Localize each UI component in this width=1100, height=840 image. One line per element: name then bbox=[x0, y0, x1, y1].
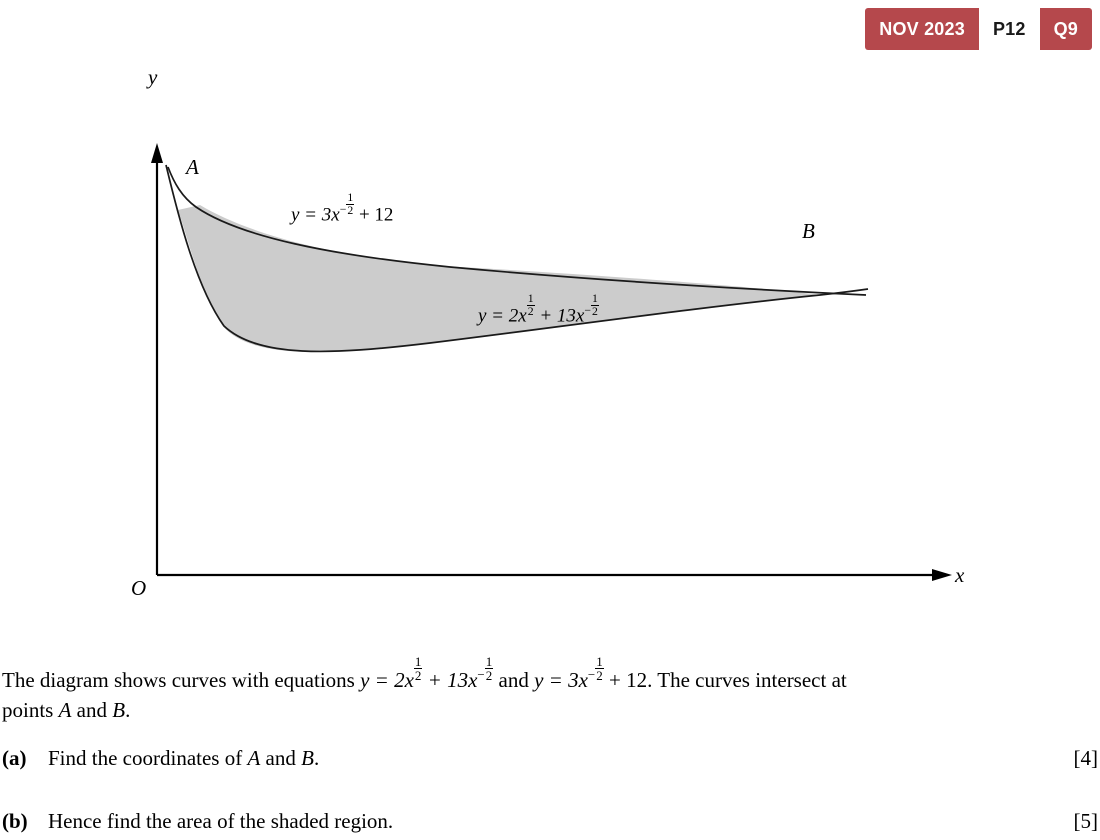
part-b-text-pre: Hence find the area of the shaded region. bbox=[48, 809, 394, 833]
badge-paper: P12 bbox=[979, 8, 1040, 50]
intro-line2-end: . bbox=[125, 697, 131, 722]
origin-label: O bbox=[131, 576, 147, 600]
curve-upper-exp-num: 1 bbox=[347, 191, 354, 204]
intro-line2-and: and bbox=[71, 697, 113, 722]
curve-lower-eq-exp2-sign: − bbox=[584, 303, 591, 317]
intro-eq1-lhs: y = 2x bbox=[360, 668, 414, 693]
intro-line2-point-a: A bbox=[58, 697, 72, 722]
intro-eq1-den: 2 bbox=[414, 668, 422, 684]
part-b-body bbox=[48, 809, 1074, 834]
curve-lower-exp1-num: 1 bbox=[527, 292, 534, 305]
curve-lower-eq-exp2 bbox=[591, 293, 599, 318]
curve-lower-eq-lhs: y = 2x bbox=[478, 305, 527, 327]
diagram-figure bbox=[0, 55, 1100, 625]
point-a-label: A bbox=[186, 155, 199, 179]
shaded-region bbox=[178, 202, 820, 352]
intro-eq1-den2: 2 bbox=[485, 668, 493, 684]
curve-lower-exp2-num: 1 bbox=[591, 292, 598, 305]
point-b-label: B bbox=[802, 219, 815, 243]
intro-line2-a: points bbox=[2, 697, 59, 722]
intro-eq2-lhs: y = 3x bbox=[534, 668, 588, 693]
intro-eq1-num: 1 bbox=[414, 654, 422, 669]
curve-lower-exp2-den: 2 bbox=[591, 304, 598, 318]
exam-reference-badge bbox=[865, 8, 1092, 50]
intro-eq1-mid: + 13x bbox=[427, 668, 478, 693]
intro-eq1-exp1 bbox=[414, 655, 423, 682]
question-intro bbox=[2, 655, 1100, 726]
intro-eq2-num: 1 bbox=[596, 654, 603, 669]
curve-upper-equation bbox=[291, 192, 393, 226]
curve-upper-eq-exp-fraction bbox=[346, 192, 354, 217]
question-part-b bbox=[2, 809, 1098, 834]
intro-eq2-sign: − bbox=[587, 667, 596, 683]
curve-upper-eq-tail: + 12 bbox=[358, 204, 394, 226]
part-a-marks: [4] bbox=[1073, 746, 1098, 770]
intro-eq2-tail: + 12. bbox=[609, 668, 653, 693]
curve-upper-eq-lhs: y = 3x bbox=[291, 204, 340, 226]
part-a-text-mid: and bbox=[260, 746, 302, 770]
badge-session: NOV 2023 bbox=[879, 18, 965, 39]
curve-lower-eq-exp1 bbox=[527, 293, 535, 318]
intro-eq1-sign: − bbox=[477, 667, 485, 683]
intro-line2-point-b: B bbox=[112, 697, 126, 722]
curve-lower-exp1-den: 2 bbox=[527, 304, 534, 318]
intro-and: and bbox=[493, 668, 535, 693]
intro-eq2-den: 2 bbox=[596, 668, 603, 684]
intro-text-1: The diagram shows curves with equations bbox=[2, 668, 361, 693]
curve-upper-eq-exp-sign: − bbox=[339, 202, 347, 216]
graph-svg bbox=[0, 55, 1100, 625]
part-a-var2: B bbox=[301, 746, 314, 770]
part-a-body bbox=[48, 746, 1074, 771]
x-axis-label: x bbox=[955, 563, 965, 587]
y-axis-arrowhead bbox=[151, 143, 163, 163]
curve-lower-eq-mid: + 13x bbox=[539, 305, 585, 327]
intro-text-2: The curves intersect at bbox=[652, 668, 847, 693]
part-a-text-post: . bbox=[313, 746, 320, 770]
curve-upper-exp-den: 2 bbox=[347, 203, 354, 217]
intro-eq1-exp2 bbox=[485, 655, 494, 682]
intro-eq1-num2: 1 bbox=[485, 654, 493, 669]
part-a-var1: A bbox=[247, 746, 261, 770]
y-axis-label: y bbox=[148, 65, 158, 89]
part-b-label: (b) bbox=[2, 809, 28, 833]
intro-eq2-exp bbox=[595, 655, 604, 682]
question-part-a bbox=[2, 746, 1098, 771]
x-axis-arrowhead bbox=[932, 569, 952, 581]
part-a-label: (a) bbox=[2, 746, 27, 770]
part-b-marks: [5] bbox=[1073, 809, 1098, 833]
badge-question: Q9 bbox=[1053, 18, 1078, 39]
curve-lower-equation bbox=[478, 293, 599, 327]
part-a-text-pre: Find the coordinates of bbox=[48, 746, 248, 770]
